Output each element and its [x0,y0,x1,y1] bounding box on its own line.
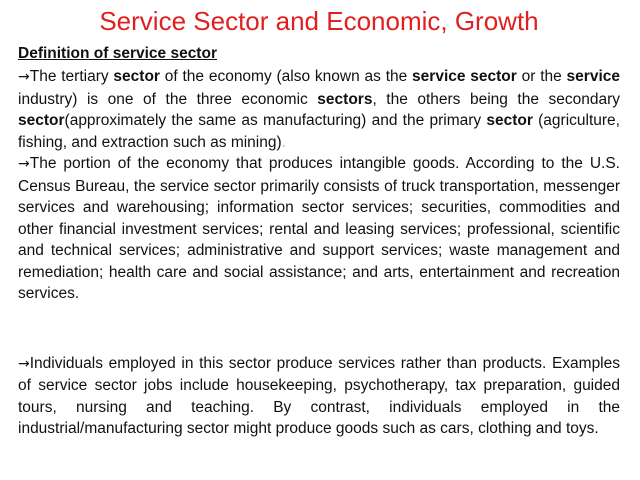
paragraph-definition [18,66,620,153]
text-run: industry) is one of the three economic [18,90,318,108]
bold-term: sector [18,112,65,129]
paragraph-employment-text: Individuals employed in this sector produce services rather than products. Examples of service sector jobs include housekeeping, psychotherapy, tax preparation, guided tours, nursing and teaching. By contrast, individuals employed in the industrial/manufacturing sector might produce goods such as cars, clothing and toys. [18,354,620,437]
bold-term: sectors [317,90,373,108]
text-run: The tertiary [29,68,114,85]
section-heading: Definition of service sector [18,45,217,62]
slide-title: Service Sector and Economic, Growth [99,6,539,36]
bold-term: service [566,68,620,85]
bold-term: sector [113,68,160,85]
bold-term: sector [486,112,533,129]
arrow-icon: → [18,355,30,372]
arrow-icon: → [18,69,30,85]
text-run: , the others being the secondary [372,90,620,108]
paragraph-census [18,153,620,305]
text-run: (approximately the same as manufacturing) and the primary [64,112,487,129]
text-run: or the [516,68,567,85]
arrow-icon: → [18,156,30,172]
text-run: . [281,133,286,151]
spacer [18,305,620,353]
text-run: (agriculture, fishing, and extraction such as mining) [18,112,620,151]
text-run: of the economy (also known as the [159,68,413,85]
bold-term: service sector [412,68,517,85]
paragraph-census-text: The portion of the economy that produces intangible goods. According to the U.S. Census Bureau, the service sector primarily consists of truck transportation, messenger services and warehousing; information sector services; securities, commodities and other financial investment services; rental and leasing services; professional, scientific and technical services; administrative and support services; waste management and remediation; health care and social assistance; and arts, entertainment and recreation services. [18,155,620,302]
paragraph-employment [18,353,620,440]
